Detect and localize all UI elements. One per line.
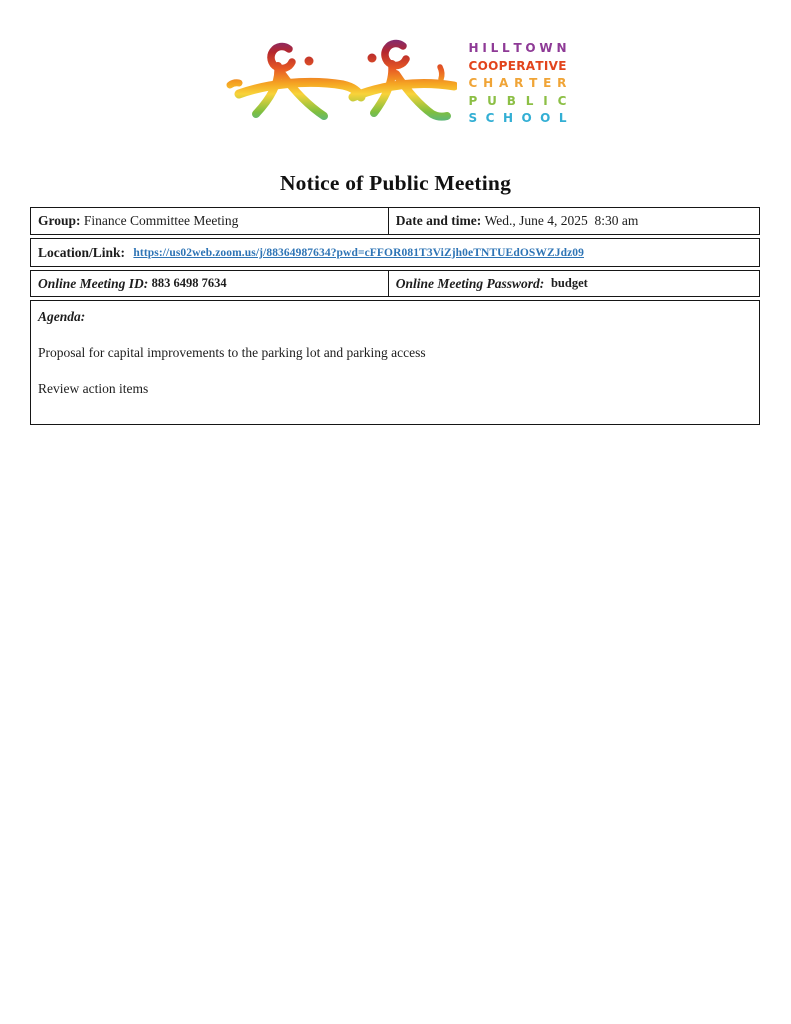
page-title: Notice of Public Meeting — [279, 171, 512, 195]
agenda-item: Review action items — [38, 381, 149, 396]
meeting-id-label: Online Meeting ID: — [38, 275, 152, 291]
group-value: Finance Committee Meeting — [83, 213, 239, 228]
table-row-location — [30, 238, 760, 267]
left-dash-stroke — [230, 83, 239, 85]
location-label: Location/Link: — [38, 244, 129, 260]
datetime-label: Date and time: — [395, 213, 485, 228]
group-label: Group: — [38, 213, 84, 228]
zoom-meeting-link[interactable]: https://us02web.zoom.us/j/88364987634?pwd=cFFOR081T3ViZjh0eTNTUEdOSWZJdz09 — [133, 246, 584, 259]
dancing-figures-logo-icon — [225, 34, 457, 134]
datetime-cell — [388, 208, 759, 234]
table-row-id-password — [30, 270, 760, 297]
group-cell — [31, 208, 388, 234]
agenda-item: Proposal for capital improvements to the parking lot and parking access — [38, 345, 426, 360]
school-name-line: P U B L I C — [468, 93, 567, 108]
meeting-id-cell — [31, 271, 388, 296]
datetime-value: Wed., June 4, 2025 8:30 am — [484, 213, 639, 228]
meeting-id-value: 883 6498 7634 — [151, 276, 227, 290]
left-figure-dot — [304, 57, 313, 66]
right-apostrophe-stroke — [440, 67, 442, 79]
agenda-cell — [31, 301, 759, 424]
school-name-line: C H A R T E R — [468, 76, 567, 90]
table-row-group-datetime — [30, 207, 760, 235]
meeting-details-table — [30, 207, 760, 425]
school-name — [469, 34, 567, 128]
school-name-line: H I L L T O W N — [468, 41, 567, 55]
table-row-agenda — [30, 300, 760, 425]
password-cell — [388, 271, 759, 296]
location-cell — [31, 239, 759, 266]
school-logo — [0, 0, 791, 134]
school-name-line: C O O P E R A T I V E — [468, 58, 567, 73]
right-figure-dot — [367, 54, 376, 63]
agenda-label: Agenda: — [38, 309, 86, 324]
school-name-line: S C H O O L — [468, 111, 567, 125]
password-label: Online Meeting Password: — [395, 275, 551, 291]
password-value: budget — [550, 276, 588, 290]
